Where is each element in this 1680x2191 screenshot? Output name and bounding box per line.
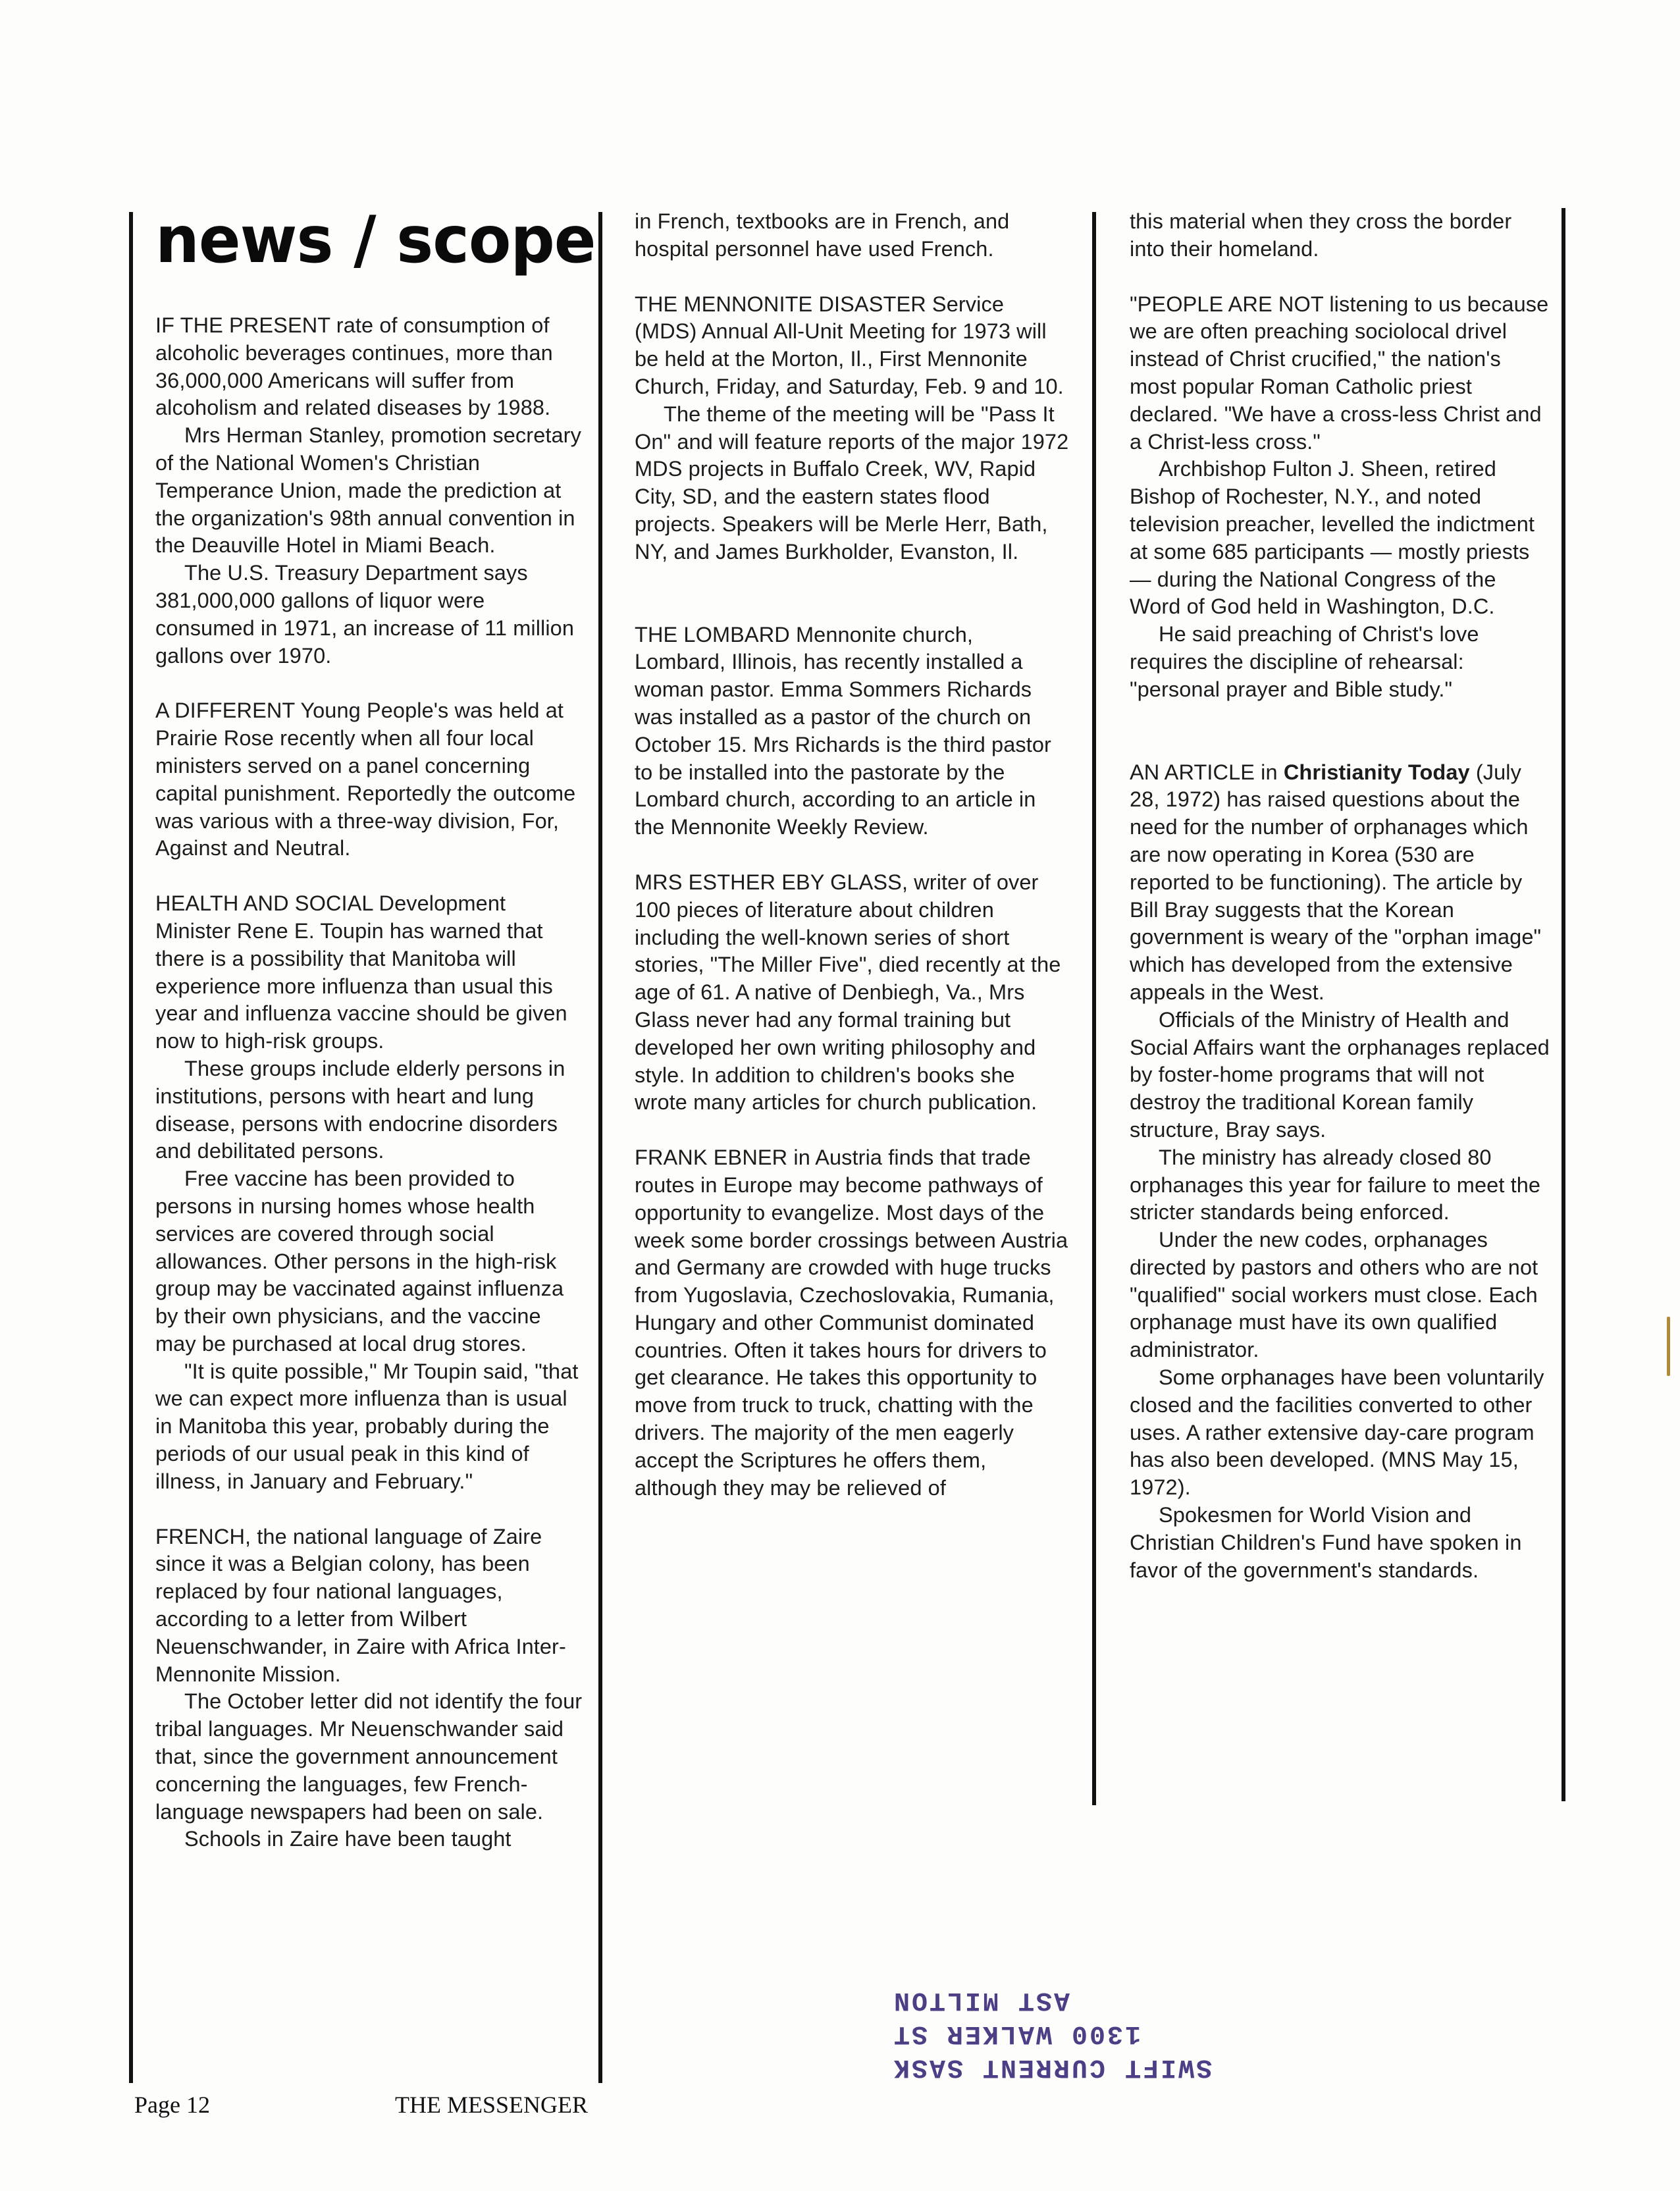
paragraph-spacer [635, 841, 1069, 869]
article-paragraph: Under the new codes, orphanages directed by pastors and others who are not "qualified" social workers must close. Each orphanage must have its own qualified administrator. [1130, 1228, 1538, 1362]
stamp-line-3: SWIFT CURRENT SASK [892, 2052, 1213, 2082]
paragraph-spacer [155, 1496, 583, 1523]
paragraph-spacer [635, 566, 1069, 621]
article-paragraph: These groups include elderly persons in institutions, persons with heart and lung disease, persons with endocrine disorders and debilitated persons. [155, 1056, 565, 1163]
article-paragraph [1130, 759, 1551, 1007]
article-paragraph: FRANK EBNER in Austria finds that trade routes in Europe may become pathways of opportunity to evangelize. Most days of the week some border crossings between Austria and Germany are crowded with huge trucks from Yugoslavia, Czechoslovakia, Rumania, Hungary and other Communist dominated countries. Often it takes hours for drivers to get clearance. He takes this opportunity to move from truck to truck, chatting with the drivers. The majority of the men eagerly accept the Scriptures he offers them, although they may be relieved of [635, 1146, 1068, 1500]
paragraph-spacer [155, 670, 583, 697]
article-paragraph: The ministry has already closed 80 orphanages this year for failure to meet the stricter standards being enforced. [1130, 1145, 1541, 1225]
article-paragraph: HEALTH AND SOCIAL Development Minister Rene E. Toupin has warned that there is a possibility that Manitoba will experience more influenza than usual this year and influenza vaccine should be given now to high-risk groups. [155, 891, 567, 1053]
stamp-line-2: 1300 WALKER ST [892, 2019, 1142, 2048]
masthead: news / scope [155, 203, 596, 278]
article-paragraph: in French, textbooks are in French, and hospital personnel have used French. [635, 209, 1010, 261]
paragraph-lead: AN ARTICLE in [1130, 760, 1284, 784]
column-rule-right-a [1092, 212, 1096, 1805]
article-paragraph: FRENCH, the national language of Zaire since it was a Belgian colony, has been replaced by four national languages, according to a letter from Wilbert Neuenschwander, in Zaire with Africa Inter-Mennonite Mission. [155, 1524, 566, 1686]
article-paragraph: A DIFFERENT Young People's was held at Prairie Rose recently when all four local ministers served on a panel concerning capital punishment. Reportedly the outcome was various with a three-way division, For, Against and Neutral. [155, 699, 576, 860]
article-paragraph: "PEOPLE ARE NOT listening to us because we are often preaching sociolocal drivel instead of Christ crucified," the nation's most popular Roman Catholic priest declared. "We have a cross-less Christ and a Christ-less cross." [1130, 292, 1549, 454]
article-paragraph: MRS ESTHER EBY GLASS, writer of over 100 pieces of literature about children including the well-known series of short stories, "The Miller Five", died recently at the age of 61. A native of Denbiegh, Va., Mrs Glass never had any formal training but developed her own writing philosophy and style. In addition to children's books she wrote many articles for church publication. [635, 870, 1061, 1115]
article-paragraph: He said preaching of Christ's love requires the discipline of rehearsal: "personal prayer and Bible study." [1130, 622, 1479, 701]
paragraph-body: (July 28, 1972) has raised questions about the need for the number of orphanages which are now operating in Korea (530 are reported to be functioning). The article by Bill Bray suggests that the Korean government is weary of the "orphan image" which has developed from the extensive appeals in the West. [1130, 760, 1542, 1004]
paragraph-spacer [1130, 263, 1551, 291]
article-paragraph: Officials of the Ministry of Health and Social Affairs want the orphanages replaced by foster-home programs that will not destroy the traditional Korean family structure, Bray says. [1130, 1007, 1550, 1142]
article-paragraph: Mrs Herman Stanley, promotion secretary of the National Women's Christian Temperance Union, made the prediction at the organization's 98th annual convention in the Deauville Hotel in Miami Beach. [155, 423, 581, 558]
article-paragraph: "It is quite possible," Mr Toupin said, "that we can expect more influenza than is usual in Manitoba this year, probably during the periods of our usual peak in this kind of illness, in January and February." [155, 1359, 579, 1493]
article-paragraph: THE MENNONITE DISASTER Service (MDS) Annual All-Unit Meeting for 1973 will be held at the Morton, Il., First Mennonite Church, Friday, and Saturday, Feb. 9 and 10. [635, 292, 1064, 398]
column-1 [155, 203, 596, 1853]
article-paragraph: Schools in Zaire have been taught [184, 1827, 512, 1851]
stamp-line-1: AST MILTON [892, 1985, 1070, 2015]
article-paragraph: Spokesmen for World Vision and Christian Children's Fund have spoken in favor of the government's standards. [1130, 1503, 1522, 1582]
column-3 [1130, 208, 1551, 1584]
column-rule-left [129, 212, 133, 2083]
article-paragraph: IF THE PRESENT rate of consumption of alcoholic beverages continues, more than 36,000,000 Americans will suffer from alcoholism and related diseases by 1988. [155, 313, 553, 420]
page-edge-mark [1667, 1317, 1670, 1376]
article-paragraph: Archbishop Fulton J. Sheen, retired Bishop of Rochester, N.Y., and noted television preacher, levelled the indictment at some 685 participants — mostly priests — during the National Congress of the Word of God held in Washington, D.C. [1130, 457, 1535, 619]
article-paragraph: The theme of the meeting will be "Pass It On" and will feature reports of the major 1972 MDS projects in Buffalo Creek, WV, Rapid City, SD, and the eastern states flood projects. Speakers will be Merle Herr, Bath, NY, and James Burkholder, Evanston, Il. [635, 402, 1069, 564]
article-paragraph: Free vaccine has been provided to persons in nursing homes whose health services are covered through social allowances. Other persons in the high-risk group may be vaccinated against influenza by their own physicians, and the vaccine may be purchased at local drug stores. [155, 1167, 564, 1356]
publication-title: Christianity Today [1283, 760, 1470, 784]
article-paragraph: Some orphanages have been voluntarily closed and the facilities converted to other uses. A rather extensive day-care program has also been developed. (MNS May 15, 1972). [1130, 1365, 1544, 1500]
paragraph-spacer [635, 263, 1069, 291]
page-number: Page 12 [134, 2092, 210, 2118]
column-2 [635, 208, 1069, 1502]
article-paragraph: THE LOMBARD Mennonite church, Lombard, Illinois, has recently installed a woman pastor. Emma Sommers Richards was installed as a pastor of the church on October 15. Mrs Richards is the third pastor to be installed into the pastorate by the Lombard church, according to an article in the Mennonite Weekly Review. [635, 622, 1051, 839]
paragraph-spacer [155, 862, 583, 890]
article-paragraph: The U.S. Treasury Department says 381,000,000 gallons of liquor were consumed in 1971, an increase of 11 million gallons over 1970. [155, 561, 575, 668]
publication-name: THE MESSENGER [395, 2092, 589, 2118]
column-rule-right-b [1562, 208, 1565, 1801]
address-stamp [892, 1983, 1234, 2084]
column-rule-middle [598, 212, 602, 2083]
article-paragraph: The October letter did not identify the four tribal languages. Mr Neuenschwander said that, since the government announcement concerning the languages, few French-language newspapers had been on sale. [155, 1689, 583, 1824]
paragraph-spacer [1130, 704, 1551, 759]
article-paragraph: this material when they cross the border into their homeland. [1130, 209, 1512, 261]
paragraph-spacer [635, 1117, 1069, 1144]
